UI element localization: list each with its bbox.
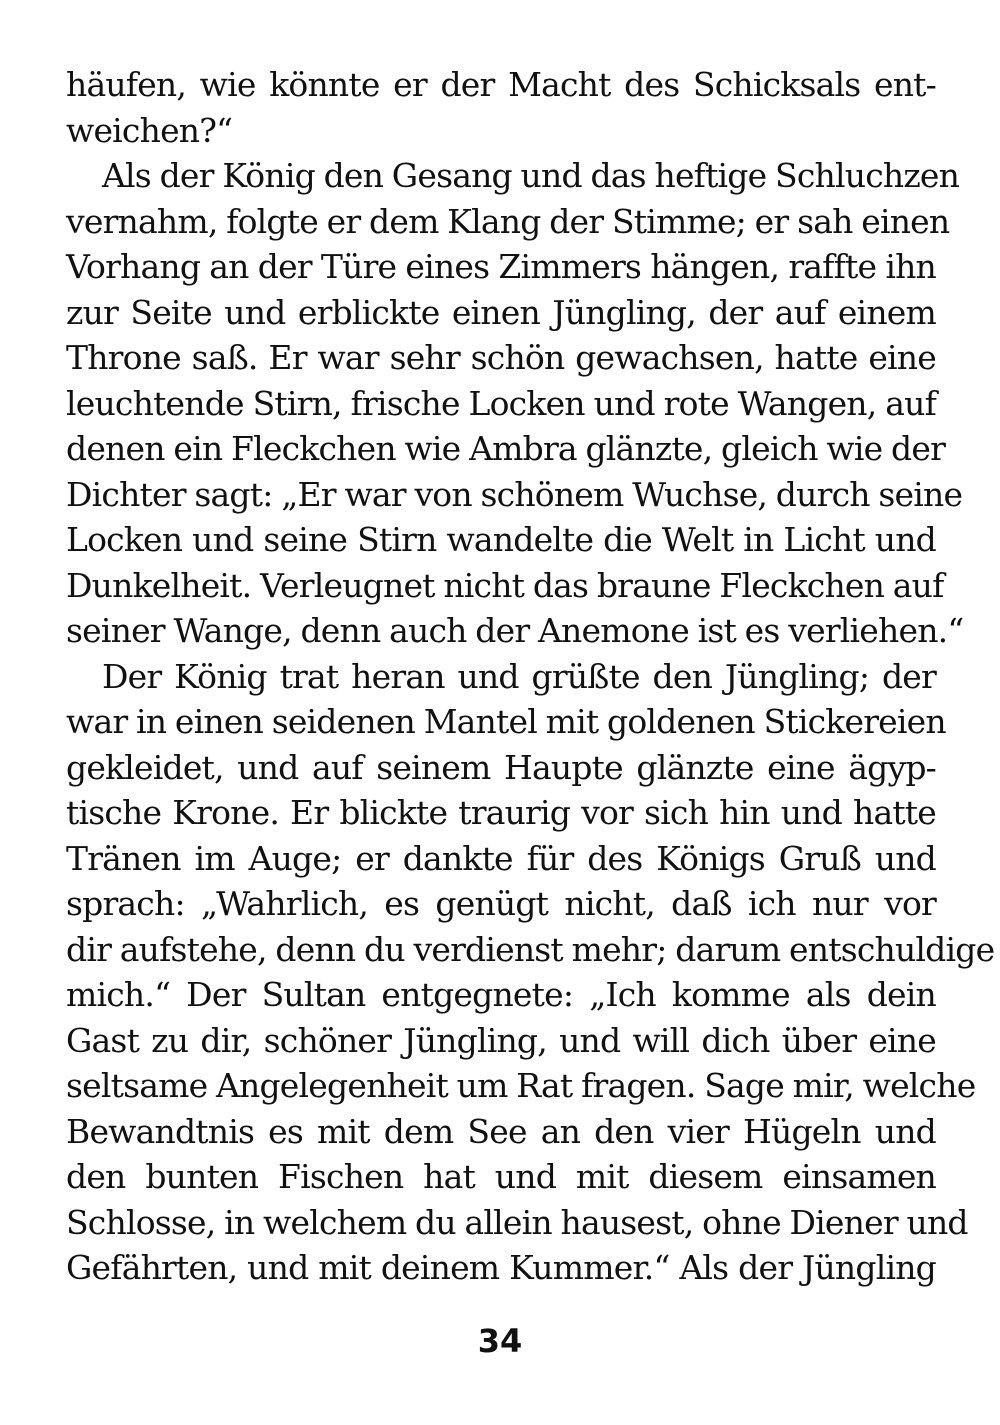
text-line: Gast zu dir, schöner Jüngling, und will dich über eine bbox=[66, 1020, 936, 1060]
text-line: mich.“ Der Sultan entgegnete: „Ich komme als dein bbox=[66, 975, 936, 1014]
text-line: Gefährten, und mit deinem Kummer.“ Als der Jüngling bbox=[66, 1248, 936, 1287]
text-line: sprach: „Wahrlich, es genügt nicht, daß ich nur vor bbox=[66, 884, 936, 923]
text-line: Schlosse, in welchem du allein hausest, ohne Diener und bbox=[66, 1202, 968, 1242]
text-line: Vorhang an der Türe eines Zimmers hängen, raffte ihn bbox=[66, 247, 936, 286]
text-line: Der König trat heran und grüßte den Jüngling; der bbox=[102, 656, 936, 696]
text-line: tische Krone. Er blickte traurig vor sich hin und hatte bbox=[66, 793, 936, 832]
text-line: seltsame Angelegenheit um Rat fragen. Sage mir, welche bbox=[66, 1066, 976, 1105]
text-line: Als der König den Gesang und das heftige Schluchzen bbox=[102, 156, 960, 195]
text-line: denen ein Fleckchen wie Ambra glänzte, gleich wie der bbox=[66, 429, 946, 468]
text-line: Locken und seine Stirn wandelte die Welt in Licht und bbox=[66, 520, 936, 559]
text-line: war in einen seidenen Mantel mit goldenen Stickereien bbox=[66, 702, 946, 741]
text-line: weichen?“ bbox=[66, 110, 233, 150]
book-page-text bbox=[66, 62, 995, 1291]
text-line: seiner Wange, denn auch der Anemone ist es verliehen.“ bbox=[66, 611, 964, 650]
text-line: häufen, wie könnte er der Macht des Schicksals ent- bbox=[66, 65, 936, 104]
text-line: gekleidet, und auf seinem Haupte glänzte eine ägyp- bbox=[66, 747, 936, 787]
text-line: Throne saß. Er war sehr schön gewachsen, hatte eine bbox=[66, 338, 936, 377]
page-number: 34 bbox=[477, 1322, 523, 1360]
text-line: Dichter sagt: „Er war von schönem Wuchse, durch seine bbox=[66, 474, 963, 514]
text-line: leuchtende Stirn, frische Locken und rote Wangen, auf bbox=[66, 383, 936, 423]
text-line: dir aufstehe, denn du verdienst mehr; darum entschuldige bbox=[66, 929, 995, 969]
text-line: Bewandtnis es mit dem See an den vier Hügeln und bbox=[66, 1111, 936, 1151]
text-line: Tränen im Auge; er dankte für des Königs Gruß und bbox=[66, 838, 936, 878]
text-line: Dunkelheit. Verleugnet nicht das braune Fleckchen auf bbox=[66, 565, 944, 605]
text-line: den bunten Fischen hat und mit diesem einsamen bbox=[66, 1157, 936, 1196]
text-line: vernahm, folgte er dem Klang der Stimme; er sah einen bbox=[66, 201, 950, 241]
text-line: zur Seite und erblickte einen Jüngling, der auf einem bbox=[66, 292, 936, 332]
